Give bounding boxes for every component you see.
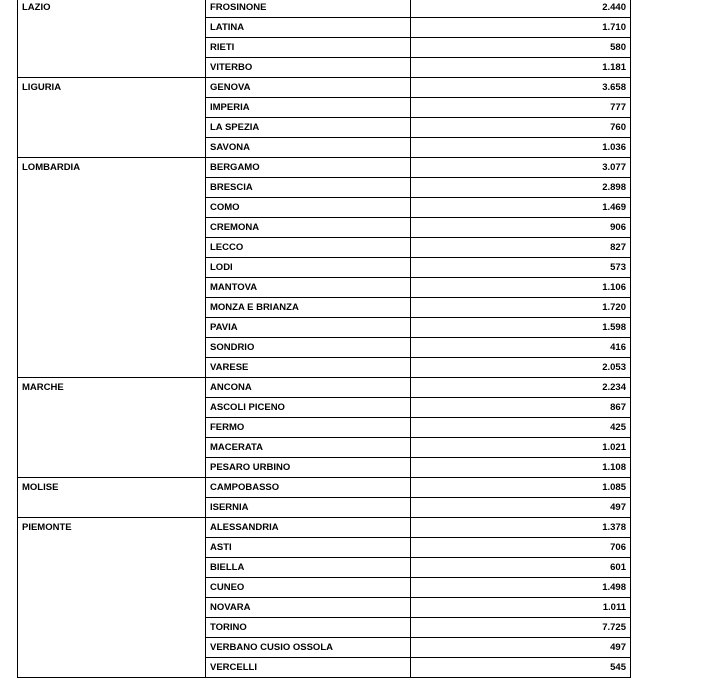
province-name: ASTI: [206, 538, 411, 558]
province-name: VITERBO: [206, 58, 411, 78]
table-row: [18, 158, 631, 178]
province-name: SONDRIO: [206, 338, 411, 358]
province-value: 3.658: [411, 78, 631, 98]
province-value: 573: [411, 258, 631, 278]
province-value: 760: [411, 118, 631, 138]
province-value: 1.181: [411, 58, 631, 78]
province-value: 1.720: [411, 298, 631, 318]
province-name: COMO: [206, 198, 411, 218]
province-name: SAVONA: [206, 138, 411, 158]
province-value: 777: [411, 98, 631, 118]
province-name: CAMPOBASSO: [206, 478, 411, 498]
table-row: [18, 0, 631, 18]
province-name: GENOVA: [206, 78, 411, 98]
province-value: 1.085: [411, 478, 631, 498]
province-value: 416: [411, 338, 631, 358]
table-row: [18, 78, 631, 98]
province-name: CREMONA: [206, 218, 411, 238]
province-value: 1.021: [411, 438, 631, 458]
region-name: LOMBARDIA: [18, 158, 206, 378]
province-value: 1.710: [411, 18, 631, 38]
province-value: 1.011: [411, 598, 631, 618]
province-value: 906: [411, 218, 631, 238]
table-row: [18, 378, 631, 398]
province-value: 7.725: [411, 618, 631, 638]
province-name: ASCOLI PICENO: [206, 398, 411, 418]
province-value: 1.106: [411, 278, 631, 298]
province-value: 601: [411, 558, 631, 578]
province-value: 1.598: [411, 318, 631, 338]
province-name: ALESSANDRIA: [206, 518, 411, 538]
province-value: 2.898: [411, 178, 631, 198]
province-name: NOVARA: [206, 598, 411, 618]
province-name: VERBANO CUSIO OSSOLA: [206, 638, 411, 658]
province-value: 1.036: [411, 138, 631, 158]
table-row: [18, 478, 631, 498]
province-name: MACERATA: [206, 438, 411, 458]
province-name: ANCONA: [206, 378, 411, 398]
province-name: LA SPEZIA: [206, 118, 411, 138]
province-name: BRESCIA: [206, 178, 411, 198]
region-name: MOLISE: [18, 478, 206, 518]
province-name: MONZA E BRIANZA: [206, 298, 411, 318]
province-name: PESARO URBINO: [206, 458, 411, 478]
province-name: VARESE: [206, 358, 411, 378]
province-name: RIETI: [206, 38, 411, 58]
province-name: FERMO: [206, 418, 411, 438]
province-value: 1.378: [411, 518, 631, 538]
province-value: 827: [411, 238, 631, 258]
province-name: LODI: [206, 258, 411, 278]
province-value: 2.234: [411, 378, 631, 398]
province-name: BIELLA: [206, 558, 411, 578]
region-name: PIEMONTE: [18, 518, 206, 678]
province-name: IMPERIA: [206, 98, 411, 118]
province-value: 706: [411, 538, 631, 558]
province-value: 3.077: [411, 158, 631, 178]
province-value: 2.053: [411, 358, 631, 378]
table-row: [18, 518, 631, 538]
region-name: LAZIO: [18, 0, 206, 78]
province-name: VERCELLI: [206, 658, 411, 678]
province-value: 1.498: [411, 578, 631, 598]
province-value: 497: [411, 498, 631, 518]
province-name: LECCO: [206, 238, 411, 258]
province-name: TORINO: [206, 618, 411, 638]
province-name: FROSINONE: [206, 0, 411, 18]
province-value: 1.469: [411, 198, 631, 218]
province-value: 580: [411, 38, 631, 58]
province-name: LATINA: [206, 18, 411, 38]
province-value: 545: [411, 658, 631, 678]
province-value: 497: [411, 638, 631, 658]
province-name: ISERNIA: [206, 498, 411, 518]
table-body: [18, 0, 631, 678]
province-name: MANTOVA: [206, 278, 411, 298]
province-value: 867: [411, 398, 631, 418]
province-name: PAVIA: [206, 318, 411, 338]
province-value: 1.108: [411, 458, 631, 478]
province-name: BERGAMO: [206, 158, 411, 178]
region-name: LIGURIA: [18, 78, 206, 158]
region-name: MARCHE: [18, 378, 206, 478]
province-name: CUNEO: [206, 578, 411, 598]
province-value: 2.440: [411, 0, 631, 18]
provinces-table: [17, 0, 631, 678]
province-value: 425: [411, 418, 631, 438]
